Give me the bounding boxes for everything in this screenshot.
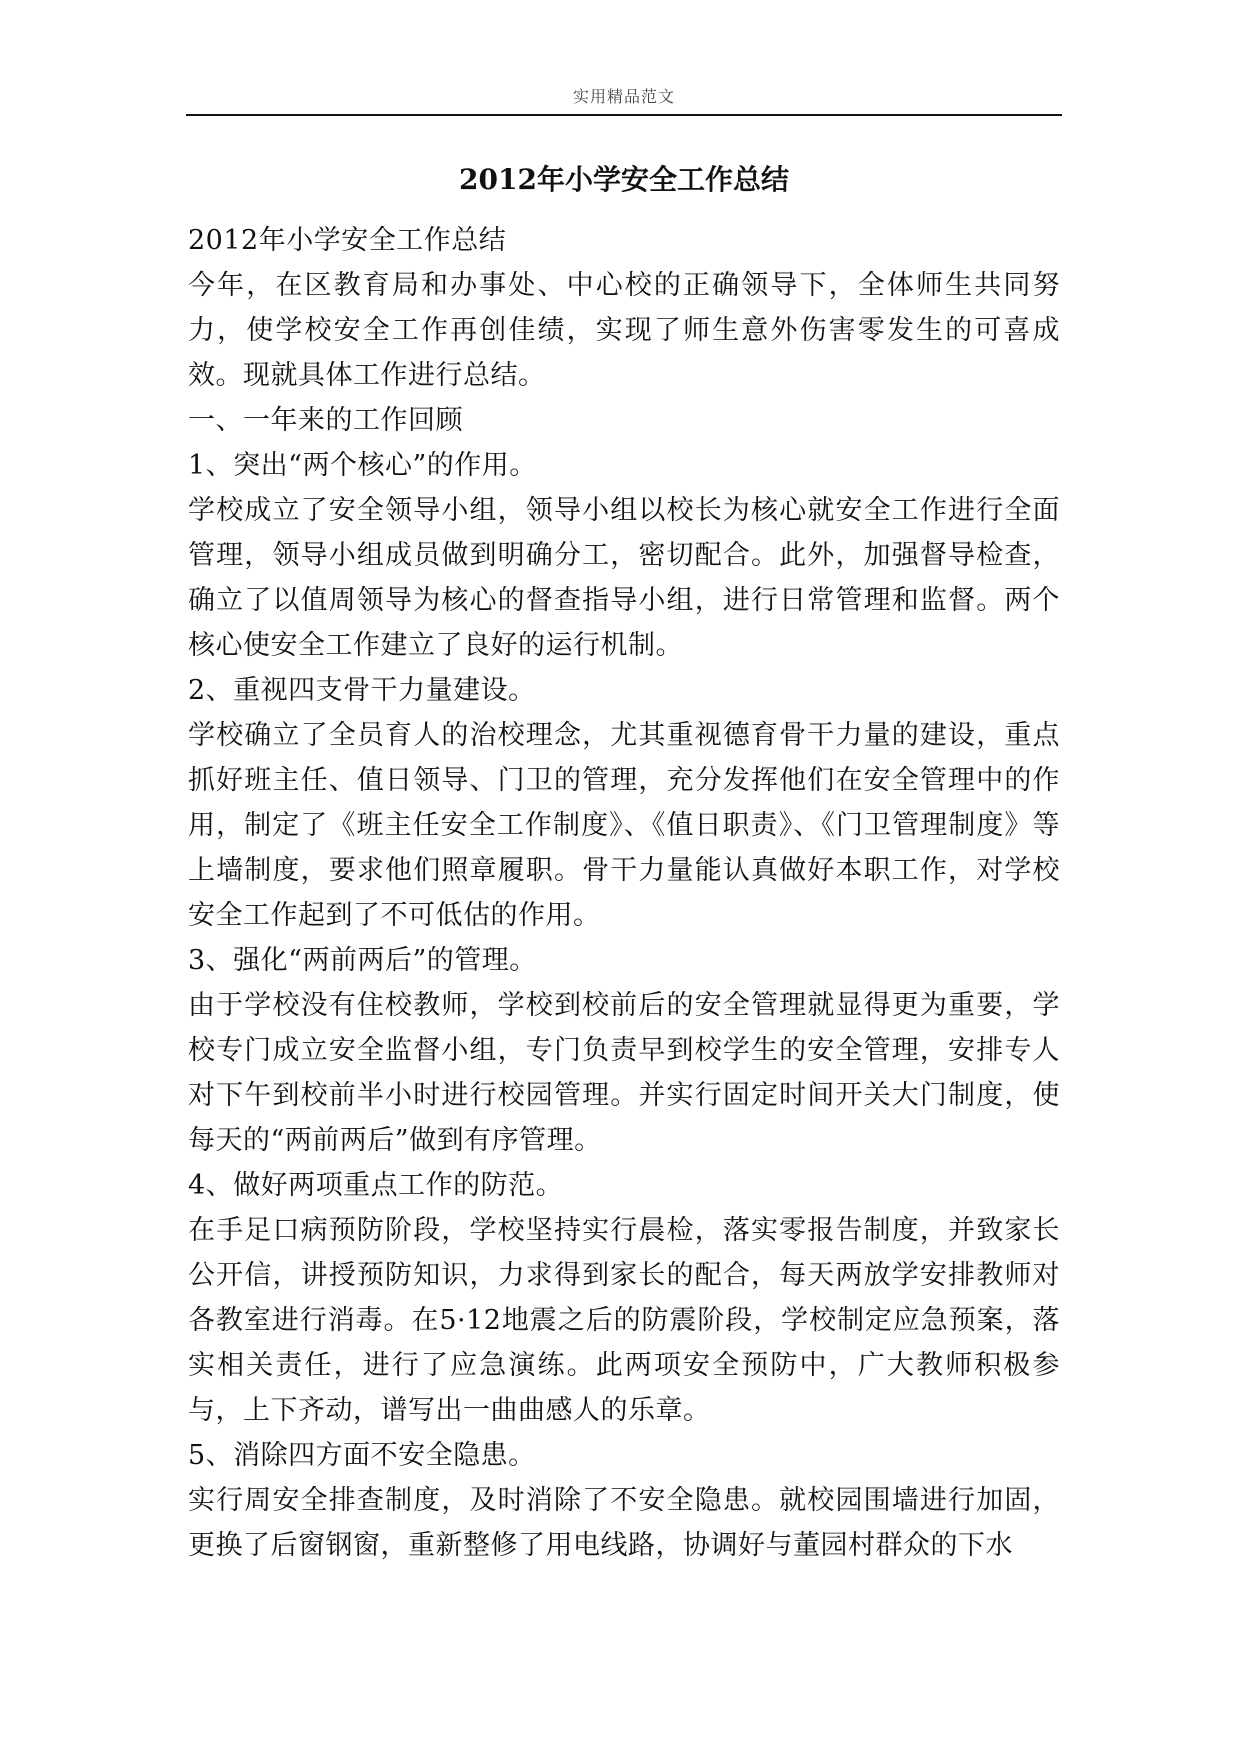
page-header: 实用精品范文	[572, 87, 675, 106]
subsection-heading: 4、做好两项重点工作的防范。	[188, 1170, 564, 1201]
subsection-heading: 2、重视四支骨干力量建设。	[188, 675, 536, 706]
header-divider	[186, 114, 1062, 116]
section-heading: 一、一年来的工作回顾	[188, 405, 463, 436]
subsection-heading: 1、突出“两个核心”的作用。	[188, 450, 537, 481]
document-title: 2012年小学安全工作总结	[459, 163, 789, 196]
document-body	[188, 218, 1060, 1568]
paragraph: 学校成立了安全领导小组，领导小组以校长为核心就安全工作进行全面管理，领导小组成员做到明确分工，密切配合。此外，加强督导检查，确立了以值周领导为核心的督查指导小组，进行日常管理和监督。两个核心使安全工作建立了良好的运行机制。	[188, 495, 1060, 661]
paragraph: 实行周安全排查制度，及时消除了不安全隐患。就校园围墙进行加固，更换了后窗钢窗，重新整修了用电线路，协调好与董园村群众的下水	[188, 1485, 1060, 1561]
paragraph: 在手足口病预防阶段，学校坚持实行晨检，落实零报告制度，并致家长公开信，讲授预防知识，力求得到家长的配合，每天两放学安排教师对各教室进行消毒。在5·12地震之后的防震阶段，学校制定应急预案，落实相关责任，进行了应急演练。此两项安全预防中，广大教师积极参与，上下齐动，谱写出一曲曲感人的乐章。	[188, 1215, 1060, 1426]
paragraph: 2012年小学安全工作总结	[188, 225, 507, 256]
paragraph: 学校确立了全员育人的治校理念，尤其重视德育骨干力量的建设，重点抓好班主任、值日领导、门卫的管理，充分发挥他们在安全管理中的作用，制定了《班主任安全工作制度》、《值日职责》、《门卫管理制度》等上墙制度，要求他们照章履职。骨干力量能认真做好本职工作，对学校安全工作起到了不可低估的作用。	[188, 720, 1060, 931]
subsection-heading: 5、消除四方面不安全隐患。	[188, 1440, 536, 1471]
subsection-heading: 3、强化“两前两后”的管理。	[188, 945, 537, 976]
paragraph: 今年，在区教育局和办事处、中心校的正确领导下，全体师生共同努力，使学校安全工作再创佳绩，实现了师生意外伤害零发生的可喜成效。现就具体工作进行总结。	[188, 270, 1060, 391]
paragraph: 由于学校没有住校教师，学校到校前后的安全管理就显得更为重要，学校专门成立安全监督小组，专门负责早到校学生的安全管理，安排专人对下午到校前半小时进行校园管理。并实行固定时间开关大门制度，使每天的“两前两后”做到有序管理。	[188, 990, 1060, 1156]
